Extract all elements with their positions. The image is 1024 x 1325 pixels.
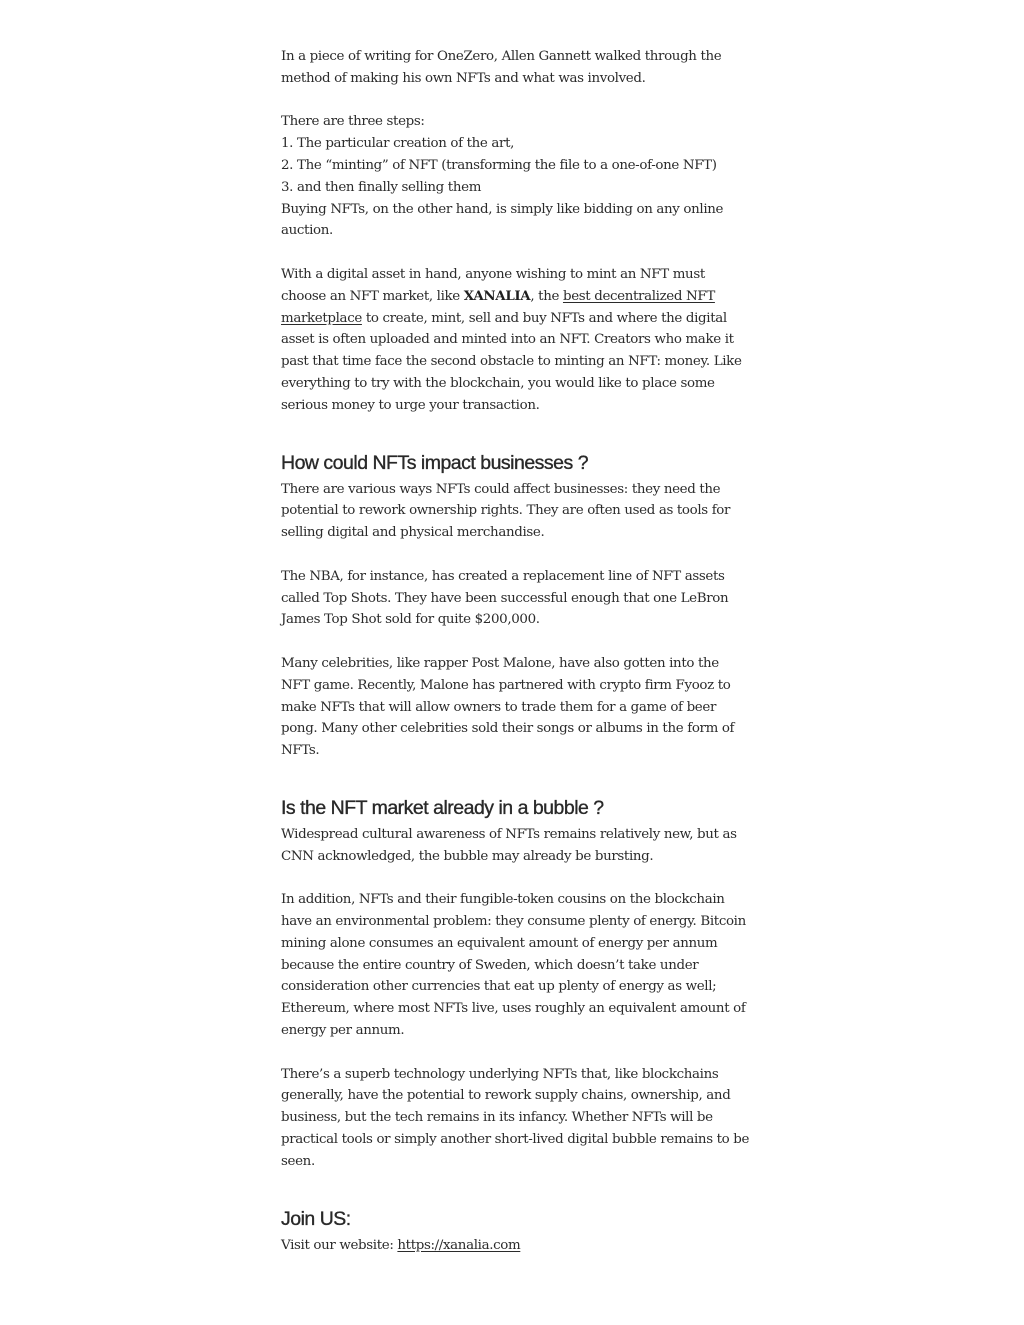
visit-label: Visit our website: xyxy=(281,1237,398,1253)
steps-list xyxy=(281,111,751,242)
spacer xyxy=(281,90,751,112)
intro-paragraph: In a piece of writing for OneZero, Allen Gannett walked through the method of making his own NFTs and what was involved. xyxy=(281,49,722,86)
businesses-paragraph-3: Many celebrities, like rapper Post Malone, have also gotten into the NFT game. Recently, Malone has partnered with crypto firm Fyooz to make NFTs that will allow owners to trade them for a game of beer pong. Many other celebrities sold their songs or albums in the form of NFTs. xyxy=(281,655,735,759)
step-item-3: 3. and then finally selling them xyxy=(281,179,482,195)
section-heading-join: Join US: xyxy=(281,1207,351,1230)
buying-text: Buying NFTs, on the other hand, is simply like bidding on any online auction. xyxy=(281,201,724,239)
step-item-1: 1. The particular creation of the art, xyxy=(281,136,515,152)
website-paragraph xyxy=(281,1235,751,1257)
steps-intro: There are three steps: xyxy=(281,114,425,130)
spacer xyxy=(281,242,751,264)
step-item-2: 2. The “minting” of NFT (transforming the file to a one-of-one NFT) xyxy=(281,157,717,173)
bubble-paragraph-3: There’s a superb technology underlying NFTs that, like blockchains generally, have the potential to rework supply chains, ownership, and business, but the tech remains in its infancy. Whether NFTs will be practical tools or simply another short-lived digital bubble remains to be seen. xyxy=(281,1066,750,1169)
businesses-paragraph-1: There are various ways NFTs could affect businesses: they need the potential to rework ownership rights. They are often used as tools for selling digital and physical merchandise. xyxy=(281,481,731,541)
spacer xyxy=(281,868,751,890)
spacer xyxy=(281,631,751,653)
section-heading-bubble: Is the NFT market already in a bubble ? xyxy=(281,796,604,819)
article-body xyxy=(281,46,751,1256)
section-heading-businesses: How could NFTs impact businesses ? xyxy=(281,451,589,474)
bubble-paragraph-1: Widespread cultural awareness of NFTs remains relatively new, but as CNN acknowledged, the bubble may already be bursting. xyxy=(281,826,737,864)
spacer xyxy=(281,544,751,566)
marketplace-text-a: With a digital asset in hand, anyone wishing to mint an NFT must choose an NFT market, like xyxy=(281,266,705,304)
marketplace-link[interactable]: best decentralized NFT marketplace xyxy=(281,288,715,326)
spacer xyxy=(281,1042,751,1064)
marketplace-text-c: to create, mint, sell and buy NFTs and where the digital asset is often uploaded and minted into an NFT. Creators who make it past that time face the second obstacle to minting an NFT: money. Like everything to try with the blockchain, you would like to place some serious money to urge your transaction. xyxy=(281,310,742,413)
bubble-paragraph-2: In addition, NFTs and their fungible-token cousins on the blockchain have an environmental problem: they consume plenty of energy. Bitcoin mining alone consumes an equivalent amount of energy per annum because the entire country of Sweden, which doesn’t take under consideration other currencies that eat up plenty of energy as well; Ethereum, where most NFTs live, uses roughly an equivalent amount of energy per annum. xyxy=(281,892,746,1039)
marketplace-text-b: , the xyxy=(530,288,563,304)
brand-name: XANALIA xyxy=(463,287,531,304)
marketplace-paragraph xyxy=(281,264,751,417)
website-link[interactable]: https://xanalia.com xyxy=(397,1237,521,1253)
businesses-paragraph-2: The NBA, for instance, has created a replacement line of NFT assets called Top Shots. They have been successful enough that one LeBron James Top Shot sold for quite $200,000. xyxy=(281,568,729,628)
